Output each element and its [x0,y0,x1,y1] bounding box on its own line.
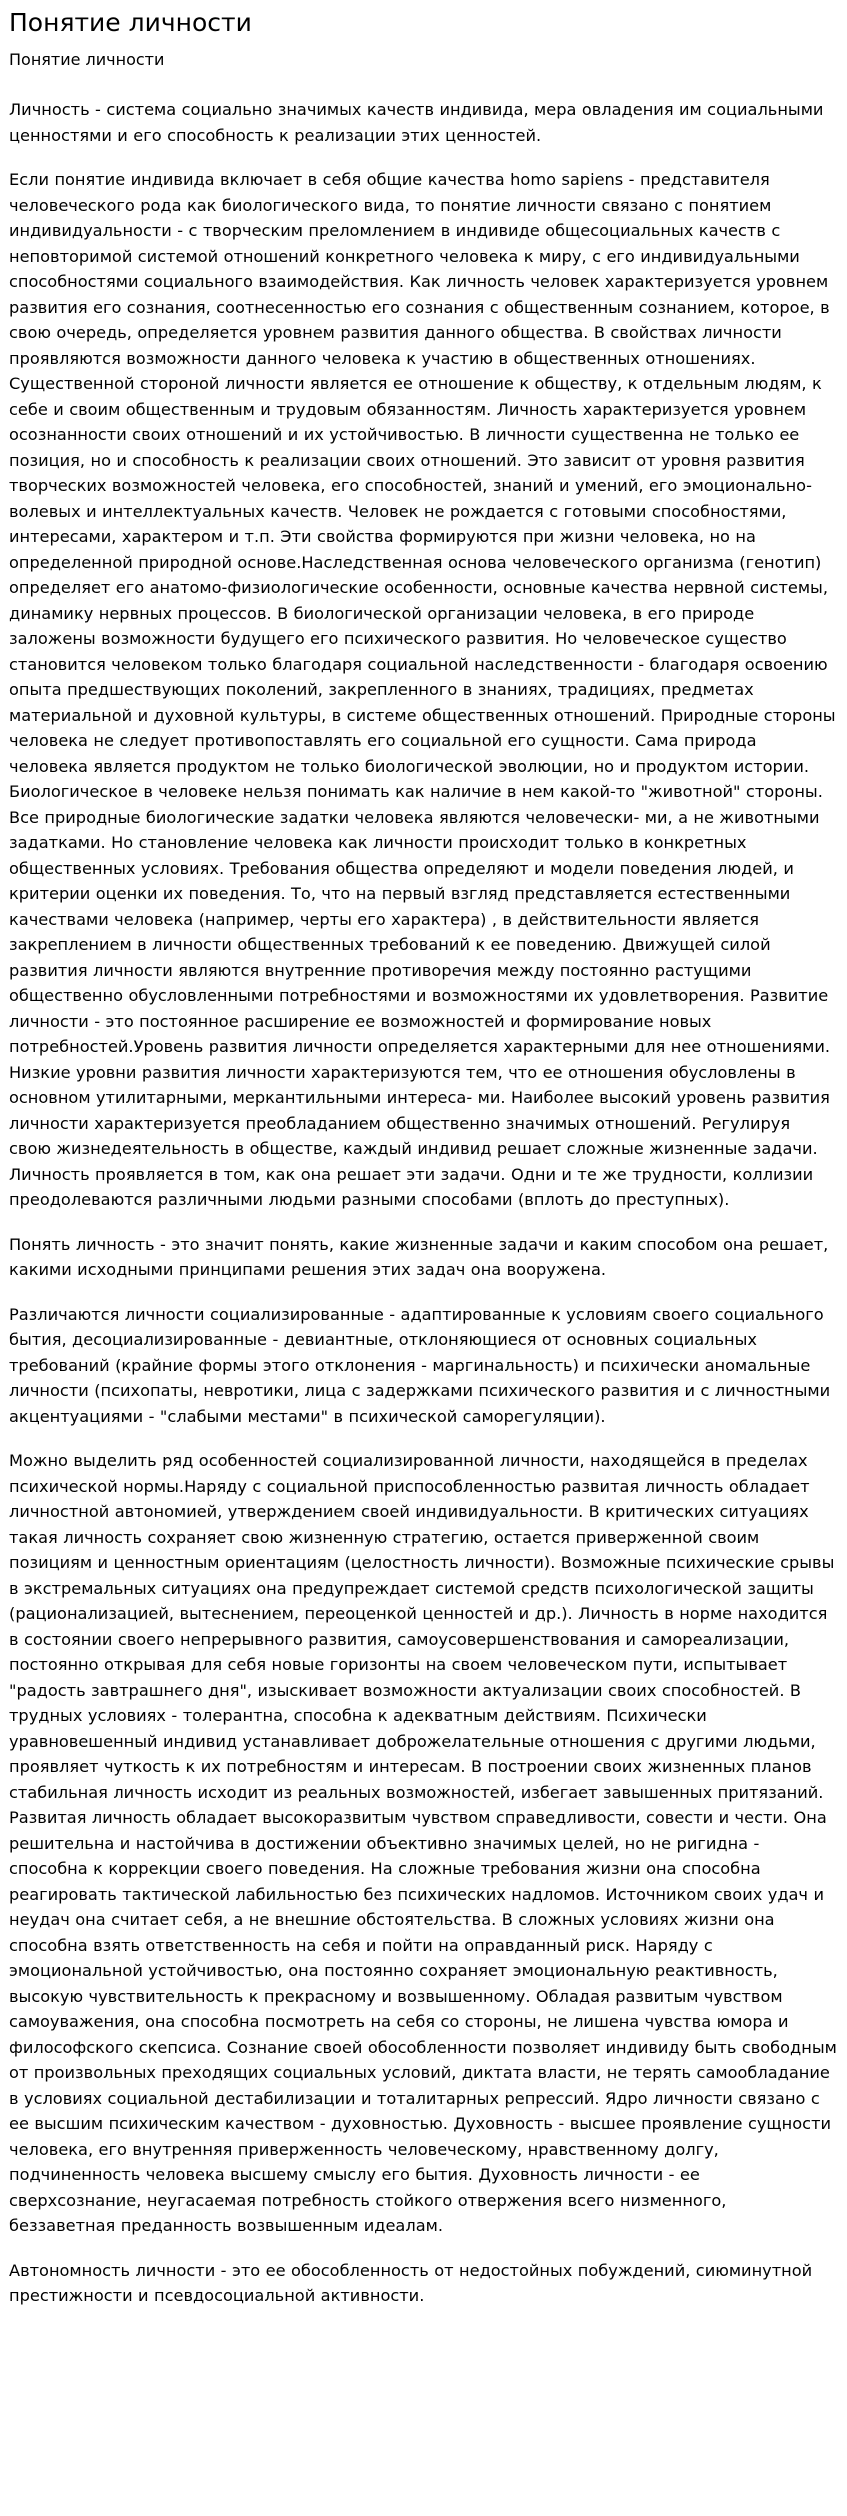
article-body [9,97,837,2309]
article-subtitle: Понятие личности [9,50,165,69]
paragraph-understanding-personality: Понять личность - это значит понять, какие жизненные задачи и каким способом она решает, какими исходными принципами решения этих задач она вооружена. [9,1234,829,1279]
document-page [0,8,847,2309]
paragraph-autonomy: Автономность личности - это ее обособленность от недостойных побуждений, сиюминутной престижности и псевдосоциальной активности. [9,2260,813,2305]
page-title: Понятие личности [9,8,252,37]
paragraph-definition: Личность - система социально значимых качеств индивида, мера овладения им социальными ценностями и его способность к реализации этих ценностей. [9,100,824,145]
paragraph-socialized-personality: Можно выделить ряд особенностей социализированной личности, находящейся в пределах психической нормы.Наряду с социальной приспособленностью развитая личность обладает личностной автономией, утверждением своей индивидуальности. В критических ситуациях такая личность сохраняет свою жизненную стратегию, остается приверженной своим позициям и ценностным ориентациям (целостность личности). Возможные психические срывы в экстремальных ситуациях она предупреждает системой средств психологической защиты (рационализацией, вытеснением, переоценкой ценностей и др.). Личность в норме находится в состоянии своего непрерывного развития, самоусовершенствования и самореализации, постоянно открывая для себя новые горизонты на своем человеческом пути, испытывает "радость завтрашнего дня", изыскивает возможности актуализации своих способностей. В трудных условиях - толерантна, способна к адекватным действиям. Психически уравновешенный индивид устанавливает доброжелательные отношения с другими людьми, проявляет чуткость к их потребностям и интересам. В построении своих жизненных планов стабильная личность исходит из реальных возможностей, избегает завышенных притязаний. Развитая личность обладает высокоразвитым чувством справедливости, совести и чести. Она решительна и настойчива в достижении объективно значимых целей, но не ригидна - способна к коррекции своего поведения. На сложные требования жизни она способна реагировать тактической лабильностью без психических надломов. Источником своих удач и неудач она считает себя, а не внешние обстоятельства. В сложных условиях жизни она способна взять ответственность на себя и пойти на оправданный риск. Наряду с эмоциональной устойчивостью, она постоянно сохраняет эмоциональную реактивность, высокую чувствительность к прекрасному и возвышенному. Обладая развитым чувством самоуважения, она способна посмотреть на себя со стороны, не лишена чувства юмора и философского скепсиса. Сознание своей обособленности позволяет индивиду быть свободным от произвольных преходящих социальных условий, диктата власти, не терять самообладание в условиях социальной дестабилизации и тоталитарных репрессий. Ядро личности связано с ее высшим психическим качеством - духовностью. Духовность - высшее проявление сущности человека, его внутренняя приверженность человеческому, нравственному долгу, подчиненность человека высшему смыслу его бытия. Духовность личности - ее сверхсознание, неугасаемая потребность стойкого отвержения всего низменного, беззаветная преданность возвышенным идеалам. [9,1451,837,2235]
paragraph-individual-vs-personality: Если понятие индивида включает в себя общие качества homo sapiens - представителя человеческого рода как биологического вида, то понятие личности связано с понятием индивидуальности - с творческим преломлением в индивиде общесоциальных качеств с неповторимой системой отношений конкретного человека к миру, с его индивидуальными способностями социального взаимодействия. Как личность человек характеризуется уровнем развития его сознания, соотнесенностью его сознания с общественным сознанием, которое, в свою очередь, определяется уровнем развития данного общества. В свойствах личности проявляются возможности данного человека к участию в общественных отношениях. Существенной стороной личности является ее отношение к обществу, к отдельным людям, к себе и своим общественным и трудовым обязанностям. Личность характеризуется уровнем осознанности своих отношений и их устойчивостью. В личности существенна не только ее позиция, но и способность к реализации своих отношений. Это зависит от уровня развития творческих возможностей человека, его способностей, знаний и умений, его эмоционально-волевых и интеллектуальных качеств. Человек не рождается с готовыми способностями, интересами, характером и т.п. Эти свойства формируются при жизни человека, но на определенной природной основе.Наследственная основа человеческого организма (генотип) определяет его анатомо-физиологические особенности, основные качества нервной системы, динамику нервных процессов. В биологической организации человека, в его природе заложены возможности будущего его психического развития. Но человеческое существо становится человеком только благодаря социальной наследственности - благодаря освоению опыта предшествующих поколений, закрепленного в знаниях, традициях, предметах материальной и духовной культуры, в системе общественных отношений. Природные стороны человека не следует противопоставлять его социальной его сущности. Сама природа человека является продуктом не только биологической эволюции, но и продуктом истории. Биологическое в человеке нельзя понимать как наличие в нем какой-то "животной" стороны. Все природные биологические задатки человека являются человечески- ми, а не животными задатками. Но становление человека как личности происходит только в конкретных общественных условиях. Требования общества определяют и модели поведения людей, и критерии оценки их поведения. То, что на первый взгляд представляется естественными качествами человека (например, черты его характера) , в действительности является закреплением в личности общественных требований к ее поведению. Движущей силой развития личности являются внутренние противоречия между постоянно растущими общественно обусловленными потребностями и возможностями их удовлетворения. Развитие личности - это постоянное расширение ее возможностей и формирование новых потребностей.Уровень развития личности определяется характерными для нее отношениями. Низкие уровни развития личности характеризуются тем, что ее отношения обусловлены в основном утилитарными, меркантильными интереса- ми. Наиболее высокий уровень развития личности характеризуется преобладанием общественно значимых отношений. Регулируя свою жизнедеятельность в обществе, каждый индивид решает сложные жизненные задачи. Личность проявляется в том, как она решает эти задачи. Одни и те же трудности, коллизии преодолеваются различными людьми разными способами (вплоть до преступных). [9,170,836,1209]
paragraph-personality-types: Различаются личности социализированные - адаптированные к условиям своего социального бытия, десоциализированные - девиантные, отклоняющиеся от основных социальных требований (крайние формы этого отклонения - маргинальность) и психически аномальные личности (психопаты, невротики, лица с задержками психического развития и с личностными акцентуациями - "слабыми местами" в психической саморегуляции). [9,1304,831,1426]
